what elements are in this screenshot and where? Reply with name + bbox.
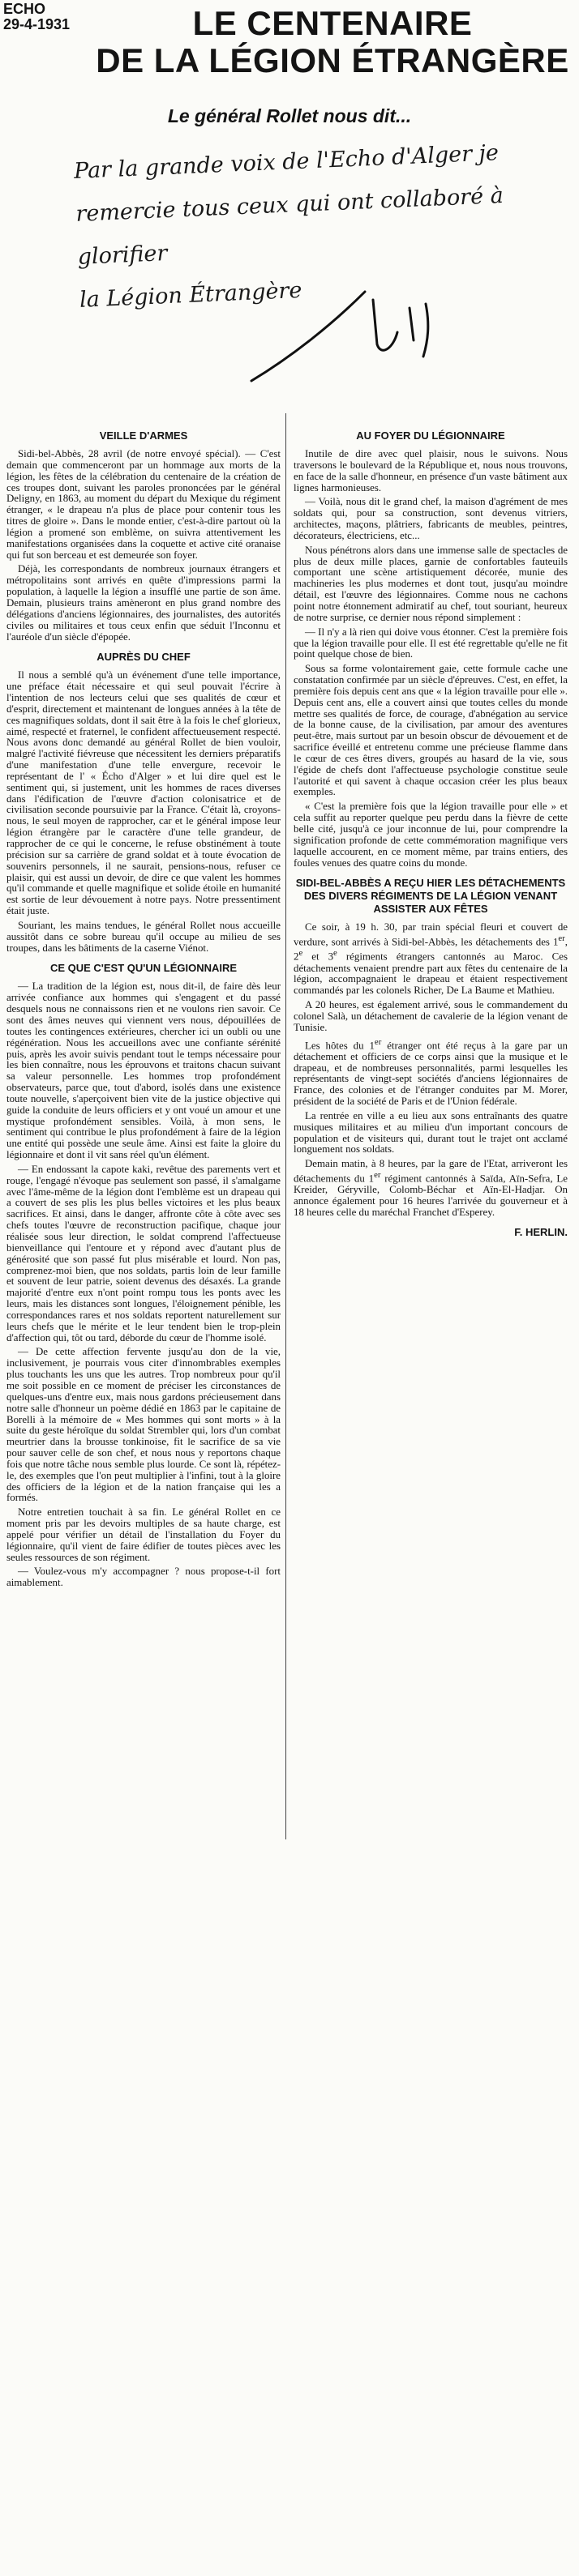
ordinal-suffix: er bbox=[374, 1036, 382, 1047]
paragraph-text: — Voilà, nous dit le grand chef, la maison d'agrément de mes soldats qui, pour sa construction, sont devenus vitriers, architectes, maçons, plâtriers, fabricants de meubles, peintres, décorateurs, électriciens, etc... bbox=[294, 496, 568, 541]
article-paragraph bbox=[6, 1566, 281, 1589]
article-paragraph bbox=[294, 922, 568, 997]
paragraph-text: et 3 bbox=[302, 951, 334, 963]
article-paragraph bbox=[294, 627, 568, 661]
article-paragraph bbox=[6, 981, 281, 1161]
paragraph-text: Ce soir, à 19 h. 30, par train spécial fleuri et couvert de verdure, sont arrivés à Sidi-bel-Abbès, les détachements des 1 bbox=[294, 921, 568, 948]
article-paragraph bbox=[294, 664, 568, 798]
article-paragraph bbox=[294, 801, 568, 869]
section-heading: AU FOYER DU LÉGIONNAIRE bbox=[356, 429, 505, 442]
paragraph-text: Notre entretien touchait à sa fin. Le général Rollet en ce moment pris par les devoirs multiples de sa haute charge, est appelé pour vérifier un détail de l'installation du Foyer du légionnaire, qu'il vient de faire édifier de toutes pièces avec les seules ressources de son régiment. bbox=[6, 1506, 281, 1563]
article-paragraph bbox=[294, 1159, 568, 1219]
section-heading: SIDI-BEL-ABBÈS A REÇU HIER LES DÉTACHEMENTS DES DIVERS RÉGIMENTS DE LA LÉGION VENANT ASSISTER AUX FÊTES bbox=[295, 877, 566, 916]
article-paragraph bbox=[294, 1000, 568, 1034]
masthead-paper: ECHO bbox=[3, 1, 46, 17]
paragraph-text: régiment cantonnés à Saïda, Aïn-Sefra, Le Kreider, Géryville, Colomb-Béchar et Aïn-El-Hadjar. On annonce également pour 16 heures l'arrivée du gouverneur et à 18 heures celle du maréchal Franchet d'Esperey. bbox=[294, 1173, 568, 1218]
article-paragraph bbox=[294, 449, 568, 493]
article-paragraph bbox=[294, 1037, 568, 1108]
headline bbox=[89, 5, 576, 79]
paragraph-text: — Voulez-vous m'y accompagner ? nous propose-t-il fort aimablement. bbox=[6, 1566, 281, 1589]
ordinal-suffix: er bbox=[558, 933, 565, 944]
paragraph-text: Demain matin, à 8 heures, par la gare de l'Etat, arriveront les détachements du 1 bbox=[294, 1158, 568, 1185]
handwritten-line-1: Par la grande voix de l'Echo d'Alger je bbox=[73, 140, 500, 184]
ordinal-suffix: er bbox=[374, 1170, 381, 1181]
article-paragraph bbox=[6, 564, 281, 643]
paragraph-text: Souriant, les mains tendues, le général Rollet nous accueille aussitôt dans ce sobre bureau qu'il occupe au milieu de ses troupes, dans les bâtiments de la caserne Viénot. bbox=[6, 919, 281, 954]
section-heading: VEILLE D'ARMES bbox=[99, 429, 188, 442]
ordinal-suffix: e bbox=[298, 948, 303, 959]
paragraph-text: Déjà, les correspondants de nombreux journaux étrangers et métropolitains sont arrivés en quête d'impressions parmi la population, à laquelle la légion a insufflé une partie de son âme. Demain, plusieurs trains amèneront en plus grand nombre des délégations d'anciens légionnaires, des journalistes, des autorités civiles ou militaires et tous ceux enfin que séduit l'Inconnu et l'auréole d'un siècle d'épopée. bbox=[6, 563, 281, 643]
ordinal-suffix: e bbox=[333, 948, 337, 959]
subheadline: Le général Rollet nous dit... bbox=[167, 105, 412, 126]
article-paragraph bbox=[6, 1507, 281, 1563]
handwritten-signature bbox=[243, 267, 478, 389]
left-column bbox=[6, 421, 281, 1592]
section-heading: CE QUE C'EST QU'UN LÉGIONNAIRE bbox=[49, 962, 238, 975]
paragraph-text: Sous sa forme volontairement gaie, cette formule cache une constatation confirmée par un siècle d'épreuves. C'est, en effet, la première fois depuis cent ans que « la légion travaille pour elle ». Depuis cent ans, elle a couvert ainsi que toutes celles du monde mettre ses qualités de force, de courage, d'abnégation au service de la bonne cause, de la civilisation, par amour des aventures peut-être, mais surtout par un besoin obscur de dévouement et de sacrifice éveillé et entretenu comme une précieuse flamme dans le cœur de ces êtres divers, groupés au hasard de la vie, sous l'égide de chefs dont l'affectueuse psychologie constitue seule l'autorité et qui savent à chaque occasion créer les plus beaux exemples. bbox=[294, 663, 568, 798]
masthead bbox=[3, 2, 70, 32]
handwritten-line-2: remercie tous ceux qui ont collaboré à glorifier bbox=[75, 182, 504, 270]
paragraph-text: — En endossant la capote kaki, revêtue des parements vert et rouge, l'engagé n'évoque pas seulement son passé, il s'amalgame avec l'âme-même de la légion dont l'emblème est un drapeau qui a couvert de ses plis les plus belles victoires et les plus beaux sacrifices. Et ainsi, dans le danger, affronte côte à côte avec ses chefs toutes l'œuvre de reconstruction pacifique, chaque jour réalisée sous leur direction, le soldat comprend l'affectueuse bienveillance qui l'entoure et y répond avec d'autant plus de générosité que son passé fut plus misérable et lourd. Non pas, comprenez-moi bien, que nos soldats, partis loin de leur famille et souvent de leur patrie, soient devenus des désaxés. La grande majorité d'entre eux n'ont point rompu tous les ponts avec les leurs, mais les distances sont longues, l'éloignement pénible, les correspondances rares et nos soldats reportent naturellement sur leurs chefs que le mérite et le leur tendent bien le trop-plein d'affection qui, tôt ou tard, déborde du cœur de l'homme isolé. bbox=[6, 1163, 281, 1344]
author-signature: F. HERLIN. bbox=[514, 1225, 568, 1238]
headline-line-1: LE CENTENAIRE bbox=[192, 4, 473, 42]
paragraph-text: — Il n'y a là rien qui doive vous étonner. C'est la première fois que la légion travaille pour elle. Il est été regrettable qu'elle ne fit point quelque chose de bien. bbox=[294, 626, 568, 660]
headline-line-2: DE LA LÉGION ÉTRANGÈRE bbox=[96, 41, 569, 79]
paragraph-text: A 20 heures, est également arrivé, sous le commandement du colonel Salà, un détachement de cavalerie de la légion venant de Tunisie. bbox=[294, 999, 568, 1033]
article-paragraph bbox=[6, 921, 281, 955]
article-paragraph bbox=[6, 1164, 281, 1344]
paragraph-text: étranger ont été reçus à la gare par un détachement et officiers de ce corps ainsi que la musique et le drapeau, et de nombreuses personnalités, parmi lesquelles les représentants de vingt-sept sociétés d'anciens légionnaires de France, des colonies et de l'étranger conduites par M. Morer, président de la société de Paris et de l'Union fédérale. bbox=[294, 1039, 568, 1108]
article-paragraph bbox=[294, 545, 568, 624]
section-heading: AUPRÈS DU CHEF bbox=[96, 651, 191, 664]
paragraph-text: La rentrée en ville a eu lieu aux sons entraînants des quatre musiques militaires et au milieu d'un important concours de population et de visiteurs qui, durant tout le trajet ont acclamé longuement nos soldats. bbox=[294, 1109, 568, 1156]
paragraph-text: , 2 bbox=[294, 936, 568, 963]
paragraph-text: Les hôtes du 1 bbox=[305, 1039, 375, 1051]
masthead-date: 29-4-1931 bbox=[3, 16, 71, 32]
column-divider bbox=[285, 413, 286, 1839]
paragraph-text: Inutile de dire avec quel plaisir, nous le suivons. Nous traversons le boulevard de la République et, nous nous trouvons, en face de la salle d'honneur, en présence d'un vaste bâtiment aux lignes harmonieuses. bbox=[294, 448, 568, 493]
right-column bbox=[294, 421, 568, 1238]
paragraph-text: — La tradition de la légion est, nous dit-il, de faire dès leur arrivée confiance aux hommes qui s'engagent et du passé desquels nous ne connaissons rien et ne voulons rien savoir. Ce sont des âmes neuves qui viennent vers nous, dépouillées de toutes les contingences extérieures, chercher ici un oubli ou une régénération. Nous les accueillons avec une confiante sérénité puis, après les avoir suivis pendant tout le temps nécessaire pour les bien connaître, nous les éprouvons et traitons chacun suivant sa valeur personnelle. Les hommes trop profondément observateurs, parce que, tout d'abord, isolés dans une existence toute nouvelle, s'aperçoivent bien vite de la justice objective qui guide la conduite de leurs officiers et y ont voué un amour et une mystique profondément sensibles. Voilà, à mon sens, le sentiment qui contribue le plus profondément à faire de la légion une entité qui possède une seule âme. Ainsi est faite la gloire du légionnaire et dont il vit sans réel qu'un élément. bbox=[6, 980, 281, 1161]
article-paragraph bbox=[6, 670, 281, 917]
paragraph-text: « C'est la première fois que la légion travaille pour elle » et cela suffit au reporter quelque peu perdu dans la fièvre de cette belle cité, jusqu'à ce jour inconnue de lui, pour comprendre la signification profonde de cette commémoration magnifique vers laquelle accourent, en ce moment même, par trains entiers, des foules venues des quatre coins du monde. bbox=[294, 801, 568, 869]
paragraph-text: Il nous a semblé qu'à un événement d'une telle importance, une préface était nécessaire et qui seul pouvait l'écrire à l'intention de nos lecteurs celui que ses qualités de cœur et d'esprit, directement et maintenant de longues années à la tête de ces magnifiques soldats, dont il sait être à la fois le chef glorieux, aimé, respecté et fraternel, le confident affectueusement respecté. Nous avons donc demandé au général Rollet de bien vouloir, malgré l'activité fiévreuse que nécessitent les derniers préparatifs d'une manifestation d'une telle envergure, recevoir le représentant de l' « Écho d'Alger » et lui dire quel est le sentiment qui, si justement, unit les hommes de races diverses dans l'édification de l'œuvre d'action colonisatrice et de civilisation seconde poursuivie par la France. C'était là, croyons-nous, le seul moyen de rapprocher, car et le général impose leur légion étrangère par le caractère d'une telle grandeur, de rapprocher de ce qui le concerne, le refuse obstinément à toute précision sur sa carrière de grand soldat et à toute évocation de souvenirs personnels, il ne saurait, pensions-nous, refuser ce plaisir, qui est aussi un devoir, de dire ce que valent les hommes qu'il commande et quelle magnifique et solide étoile en humanité est sortie de leur dévouement à notre pays. Notre pressentiment était juste. bbox=[6, 669, 281, 917]
handwritten-line-3: la Légion Étrangère bbox=[79, 277, 302, 313]
paragraph-text: Nous pénétrons alors dans une immense salle de spectacles de plus de deux mille places, garnie de confortables fauteuils comportant une scène artistiquement décorée, munie des machineries les plus modernes et dont tout, jusqu'au moindre détail, est l'œuvre des légionnaires. Comme nous ne cachons point notre étonnement admiratif au chef, tout souriant, heureux de notre surprise, ce dernier nous répond simplement : bbox=[294, 544, 568, 623]
article-paragraph bbox=[294, 1111, 568, 1156]
article-paragraph bbox=[6, 449, 281, 561]
paragraph-text: Sidi-bel-Abbès, 28 avril (de notre envoyé spécial). — C'est demain que commenceront par un hommage aux morts de la légion, les fêtes de la célébration du centenaire de la création de ces troupes dont, suivant les paroles prononcées par le général Deligny, en 1863, au moment du départ du Mexique du régiment étranger, « le drapeau n'a plus de place pour contenir tous les titres de gloire ». Dans le monde entier, c'est-à-dire partout où la légion a promené son emblème, on suivra attentivement les manifestations organisées dans la coquette et active cité oranaise qui fut son berceau et est demeurée son foyer. bbox=[6, 448, 281, 561]
paragraph-text: régiments étrangers cantonnés au Maroc. Ces détachements venaient prendre part aux fêtes du centenaire de la légion, accompagnaient le drapeau et étaient respectivement commandés par les colonels Richer, De La Baume et Mathieu. bbox=[294, 951, 568, 997]
article-paragraph bbox=[294, 497, 568, 541]
paragraph-text: — De cette affection fervente jusqu'au don de la vie, inclusivement, je pourrais vous citer d'innombrables exemples plus touchants les uns que les autres. Trop nombreux pour qu'il me soit possible en ce moment de préciser les circonstances de quelques-uns d'entre eux, mais nous gardons précieusement dans notre salle d'honneur un poème dédié en 1863 par le capitaine de Borelli à la mémoire de « Mes hommes qui sont morts » à la suite du geste héroïque du soldat Strembler qui, lors d'un combat meurtrier dans la brousse tonkinoise, fit le sacrifice de sa vie pour sauver celle de son chef, et nous nous y reportons chaque fois que notre tâche nous semble plus lourde. Ce sont là, répétez-le, des exemples que l'on peut multiplier à l'infini, tout à la gloire des officiers de la légion et de la nation française qui les a formés. bbox=[6, 1346, 281, 1504]
article-paragraph bbox=[6, 1347, 281, 1504]
